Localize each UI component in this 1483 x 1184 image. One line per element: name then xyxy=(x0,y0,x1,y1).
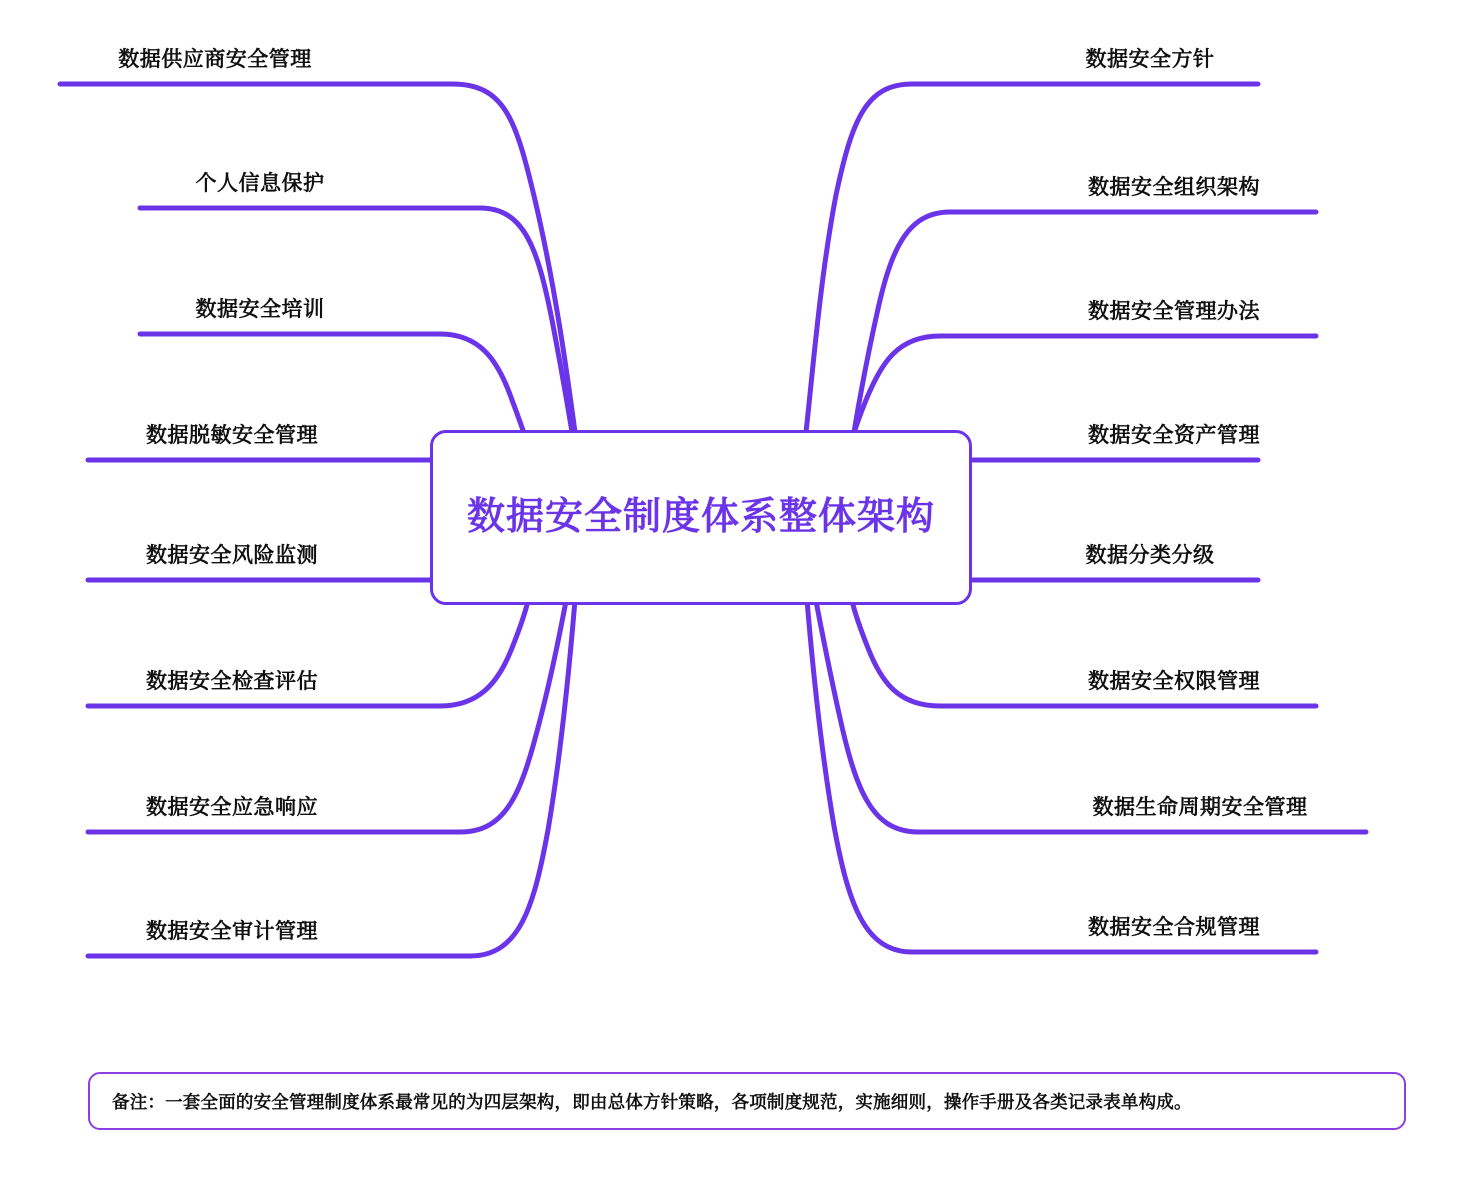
branch-label-left-7[interactable]: 数据安全应急响应 xyxy=(146,795,318,819)
branch-label-right-7[interactable]: 数据生命周期安全管理 xyxy=(1092,795,1308,819)
branch-label-left-4[interactable]: 数据脱敏安全管理 xyxy=(146,423,318,447)
footer-note-box xyxy=(88,1072,1406,1130)
connector-left-1 xyxy=(60,84,575,432)
branch-label-right-6[interactable]: 数据安全权限管理 xyxy=(1088,669,1260,693)
mindmap-center-node[interactable] xyxy=(430,430,972,605)
connector-right-7 xyxy=(810,570,1366,832)
branch-label-left-8[interactable]: 数据安全审计管理 xyxy=(146,919,318,943)
connector-right-1 xyxy=(806,84,1258,432)
branch-label-right-8[interactable]: 数据安全合规管理 xyxy=(1088,915,1260,939)
branch-label-right-3[interactable]: 数据安全管理办法 xyxy=(1088,299,1260,323)
branch-label-right-1[interactable]: 数据安全方针 xyxy=(1085,47,1215,71)
branch-label-right-2[interactable]: 数据安全组织架构 xyxy=(1088,175,1260,199)
branch-label-left-2[interactable]: 个人信息保护 xyxy=(195,171,325,195)
branch-label-left-6[interactable]: 数据安全检查评估 xyxy=(146,669,318,693)
branch-label-left-3[interactable]: 数据安全培训 xyxy=(195,297,325,321)
connector-right-8 xyxy=(807,600,1316,952)
connector-left-7 xyxy=(88,570,572,832)
branch-label-left-5[interactable]: 数据安全风险监测 xyxy=(146,543,318,567)
branch-label-right-5[interactable]: 数据分类分级 xyxy=(1085,543,1215,567)
branch-label-left-1[interactable]: 数据供应商安全管理 xyxy=(118,47,312,71)
connector-left-8 xyxy=(88,600,575,956)
mindmap-center-label: 数据安全制度体系整体架构 xyxy=(466,496,935,539)
footer-note-text: 备注：一套全面的安全管理制度体系最常见的为四层架构，即由总体方针策略，各项制度规范，实施细则，操作手册及各类记录表单构成。 xyxy=(112,1091,1192,1112)
branch-label-right-4[interactable]: 数据安全资产管理 xyxy=(1088,423,1260,447)
